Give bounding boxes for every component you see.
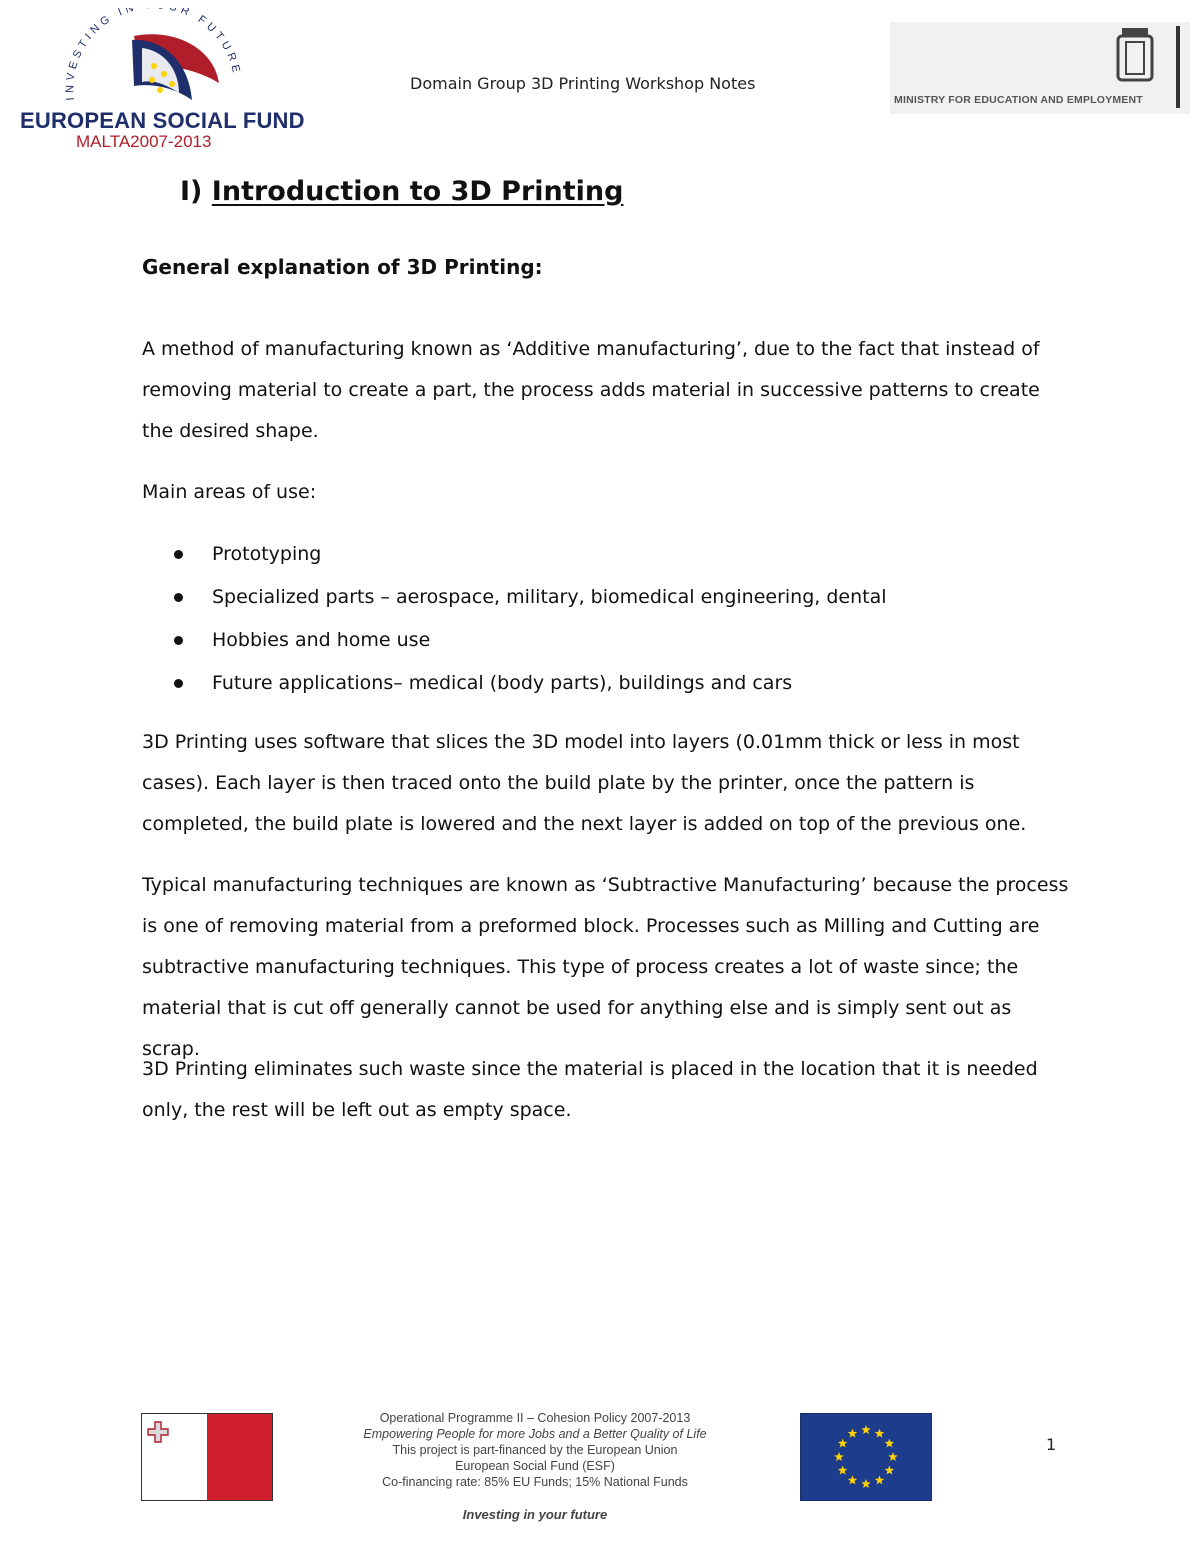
section-number: I) xyxy=(180,176,203,207)
paragraph-subtractive: Typical manufacturing techniques are known as ‘Subtractive Manufacturing’ because the process is one of removing material from a preformed block. Processes such as Milling and Cutting are subtractive manufacturing techniques. This type of process creates a lot of waste since; the material that is cut off generally cannot be used for anything else and is simply sent out as scrap. xyxy=(142,874,1069,1060)
eu-flag-icon xyxy=(800,1413,932,1501)
list-item xyxy=(172,534,1072,577)
main-areas-label: Main areas of use: xyxy=(142,481,317,503)
list-item-text: Hobbies and home use xyxy=(212,629,431,651)
list-item xyxy=(172,663,1072,706)
footer-line: Co-financing rate: 85% EU Funds; 15% National Funds xyxy=(382,1475,688,1489)
esf-arc-text: INVESTING IN R FUTURE xyxy=(64,8,243,101)
eu-star-icon xyxy=(875,1475,885,1484)
paragraph-additive: A method of manufacturing known as ‘Additive manufacturing’, due to the fact that instead of removing material to create a part, the process adds material in successive patterns to create the desired shape. xyxy=(142,338,1040,442)
footer-line: Operational Programme II – Cohesion Policy 2007-2013 xyxy=(379,1411,691,1425)
eu-star-icon xyxy=(838,1466,848,1475)
list-item-text: Future applications– medical (body parts), buildings and cars xyxy=(212,672,793,694)
eu-star-icon xyxy=(875,1429,885,1438)
malta-flag-icon xyxy=(141,1413,273,1501)
section-title: Introduction to 3D Printing xyxy=(211,176,624,207)
footer-line: European Social Fund (ESF) xyxy=(455,1459,615,1473)
bullet-icon xyxy=(174,593,183,602)
eu-star-icon xyxy=(885,1439,895,1448)
eu-star-icon xyxy=(848,1429,858,1438)
page-number: 1 xyxy=(1046,1435,1057,1454)
bullet-icon xyxy=(174,636,183,645)
section-heading xyxy=(180,176,623,207)
paragraph-slicing: 3D Printing uses software that slices the 3D model into layers (0.01mm thick or less in most cases). Each layer is then traced onto the build plate by the printer, once the pattern is completed, the build plate is lowered and the next layer is added on top of the previous one. xyxy=(142,731,1027,835)
footer-line: Empowering People for more Jobs and a Better Quality of Life xyxy=(363,1427,707,1441)
bullet-icon xyxy=(174,550,183,559)
ministry-divider xyxy=(1176,26,1180,108)
uses-bullet-list xyxy=(172,534,1072,706)
ministry-name: MINISTRY FOR EDUCATION AND EMPLOYMENT xyxy=(894,94,1143,106)
malta-crest-icon xyxy=(1112,26,1158,86)
eu-star-icon xyxy=(838,1439,848,1448)
eu-star-icon xyxy=(861,1425,871,1434)
ministry-logo xyxy=(890,22,1190,114)
esf-logo xyxy=(14,8,305,151)
esf-logo-name: EUROPEAN SOCIAL FUND xyxy=(20,108,305,133)
bullet-icon xyxy=(174,679,183,688)
esf-logo-subtitle: MALTA2007-2013 xyxy=(76,132,212,151)
eu-star-icon xyxy=(885,1466,895,1475)
footer-tagline: Investing in your future xyxy=(462,1507,608,1522)
paragraph-waste: 3D Printing eliminates such waste since the material is placed in the location that it is needed only, the rest will be left out as empty space. xyxy=(142,1058,1038,1121)
footer-funding-text xyxy=(330,1410,740,1490)
eu-star-icon xyxy=(861,1479,871,1488)
eu-star-icon xyxy=(834,1452,844,1461)
list-item-text: Specialized parts – aerospace, military, biomedical engineering, dental xyxy=(212,586,887,608)
list-item xyxy=(172,577,1072,620)
george-cross-icon xyxy=(146,1420,170,1444)
esf-emblem-icon xyxy=(14,8,294,108)
list-item xyxy=(172,620,1072,663)
subheading: General explanation of 3D Printing: xyxy=(142,255,543,279)
eu-star-icon xyxy=(848,1475,858,1484)
list-item-text: Prototyping xyxy=(212,543,322,565)
footer-line: This project is part-financed by the European Union xyxy=(392,1443,678,1457)
header-title: Domain Group 3D Printing Workshop Notes xyxy=(410,74,756,93)
eu-star-icon xyxy=(888,1452,898,1461)
